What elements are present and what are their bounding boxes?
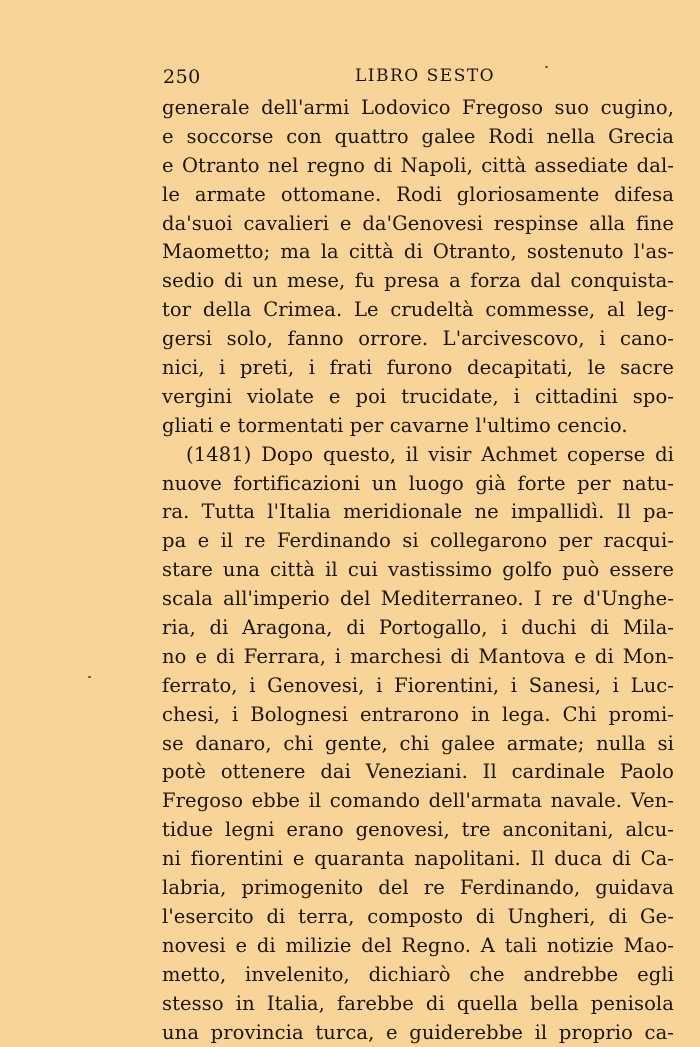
text-line: nuove fortificazioni un luogo già forte per natu- <box>162 470 674 499</box>
text-line: ra. Tutta l'Italia meridionale ne impallidì. Il pa- <box>162 498 674 527</box>
text-line: sedio di un mese, fu presa a forza dal conquista- <box>162 267 674 296</box>
text-line: ferrato, i Genovesi, i Fiorentini, i Sanesi, i Luc- <box>162 672 674 701</box>
print-speck <box>88 676 91 678</box>
text-line: generale dell'armi Lodovico Fregoso suo cugino, <box>162 94 674 123</box>
text-line: pa e il re Ferdinando si collegarono per racqui- <box>162 527 674 556</box>
page-number: 250 <box>163 66 201 88</box>
text-line: tor della Crimea. Le crudeltà commesse, al leg- <box>162 296 674 325</box>
text-line: l'esercito di terra, composto di Ungheri, di Ge- <box>162 903 674 932</box>
print-speck <box>545 66 548 68</box>
text-line: vergini violate e poi trucidate, i cittadini spo- <box>162 383 674 412</box>
text-line: e soccorse con quattro galee Rodi nella Grecia <box>162 123 674 152</box>
body-text <box>162 94 674 1047</box>
text-line: potè ottenere dai Veneziani. Il cardinale Paolo <box>162 758 674 787</box>
text-line: no e di Ferrara, i marchesi di Mantova e di Mon- <box>162 643 674 672</box>
text-line: se danaro, chi gente, chi galee armate; nulla si <box>162 730 674 759</box>
text-line: ni fiorentini e quaranta napolitani. Il duca di Ca- <box>162 845 674 874</box>
text-line: stare una città il cui vastissimo golfo può essere <box>162 556 674 585</box>
text-line: da'suoi cavalieri e da'Genovesi respinse alla fine <box>162 210 674 239</box>
text-line: labria, primogenito del re Ferdinando, guidava <box>162 874 674 903</box>
text-line: nici, i preti, i frati furono decapitati, le sacre <box>162 354 674 383</box>
text-line: le armate ottomane. Rodi gloriosamente difesa <box>162 181 674 210</box>
text-line: Fregoso ebbe il comando dell'armata navale. Ven- <box>162 787 674 816</box>
text-line: gersi solo, fanno orrore. L'arcivescovo, i cano- <box>162 325 674 354</box>
text-line: tidue legni erano genovesi, tre anconitani, alcu- <box>162 816 674 845</box>
text-line: metto, invelenito, dichiarò che andrebbe egli <box>162 961 674 990</box>
running-head: LIBRO SESTO <box>355 66 495 86</box>
text-line-paragraph-start: (1481) Dopo questo, il visir Achmet coperse di <box>162 441 674 470</box>
text-line: chesi, i Bolognesi entrarono in lega. Chi promi- <box>162 701 674 730</box>
page-header <box>163 66 672 92</box>
text-line: ria, di Aragona, di Portogallo, i duchi di Mila- <box>162 614 674 643</box>
text-line: novesi e di milizie del Regno. A tali notizie Mao- <box>162 932 674 961</box>
text-line-paragraph-end: gliati e tormentati per cavarne l'ultimo cencio. <box>162 412 674 441</box>
text-line: Maometto; ma la città di Otranto, sostenuto l'as- <box>162 238 674 267</box>
text-line: scala all'imperio del Mediterraneo. I re d'Unghe- <box>162 585 674 614</box>
text-line: stesso in Italia, farebbe di quella bella penisola <box>162 990 674 1019</box>
text-line: e Otranto nel regno di Napoli, città assediate dal- <box>162 152 674 181</box>
text-line: una provincia turca, e guiderebbe il proprio ca- <box>162 1019 674 1047</box>
